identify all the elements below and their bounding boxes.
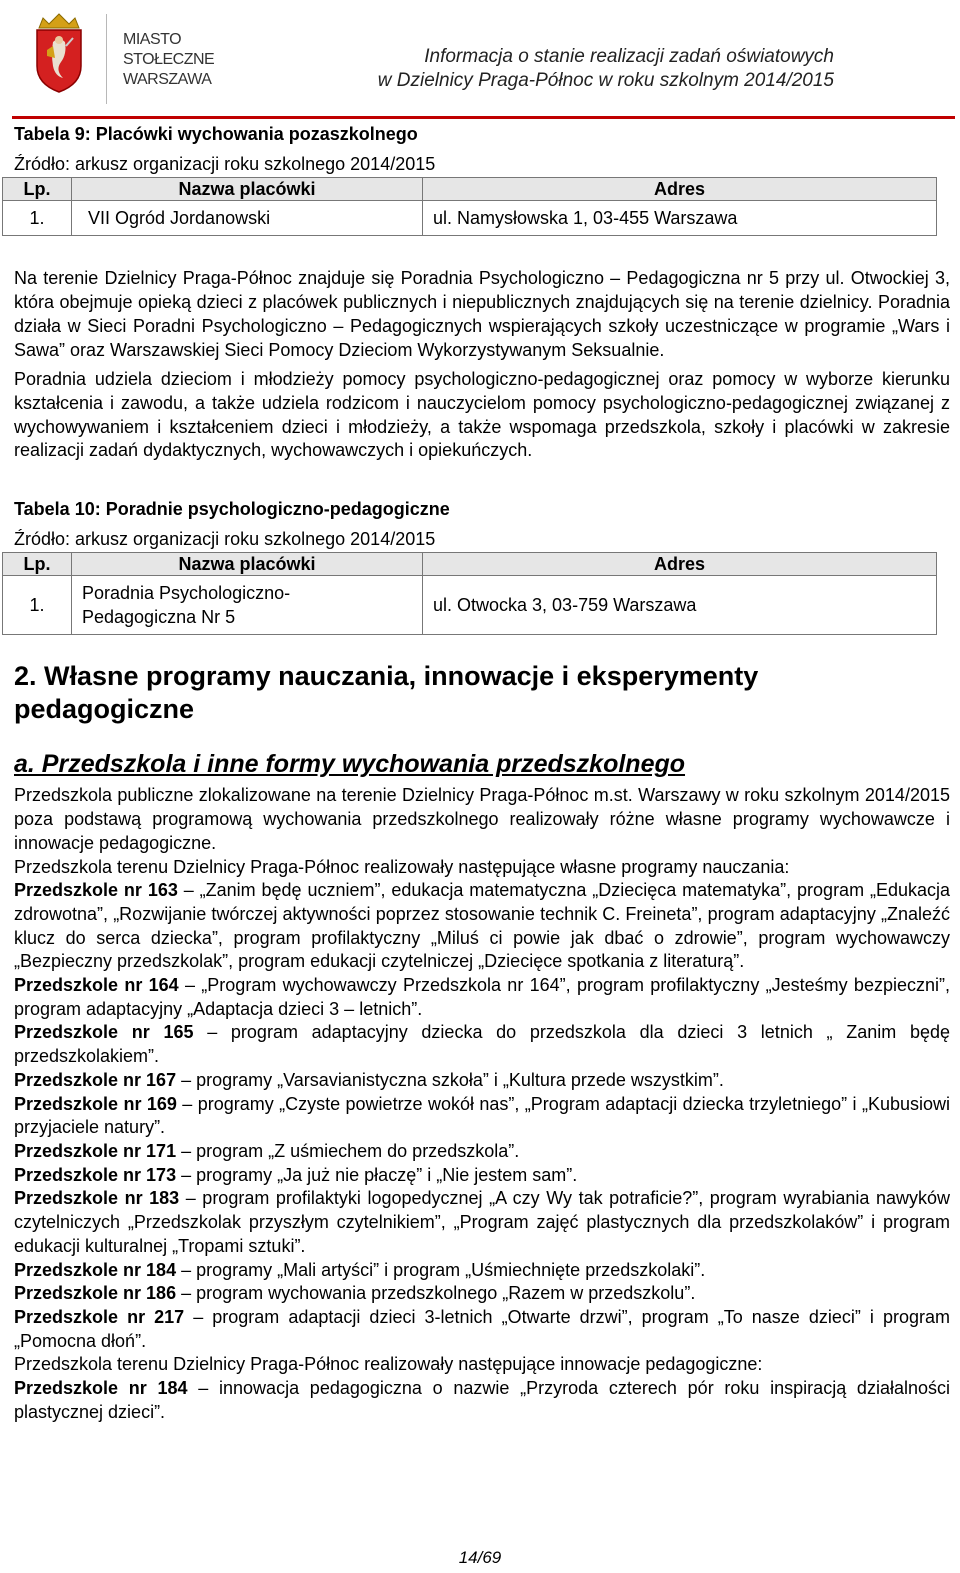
cell-address-text: ul. Otwocka 3, 03-759 Warszawa xyxy=(433,594,697,615)
program-item xyxy=(14,1069,950,1093)
document-title-line: Informacja o stanie realizacji zadań oświatowych xyxy=(424,46,834,67)
program-item xyxy=(14,1140,950,1164)
cell-name-line: Pedagogiczna Nr 5 xyxy=(82,607,236,628)
program-preschool: Przedszkole nr 171 xyxy=(14,1140,177,1161)
program-description: – program adaptacyjny dziecka do przedszkola dla dzieci 3 letnich „ Zanim będę przedszkolakiem”. xyxy=(14,1022,950,1067)
program-item xyxy=(14,1164,950,1188)
table-header-row xyxy=(3,553,937,576)
program-item xyxy=(14,1093,950,1140)
program-description: – „Zanim będę uczniem”, edukacja matematyczna „Dziecięca matematyka”, program „Edukacja zdrowotna”, „Rozwijanie twórczej aktywności poprzez stosowanie technik C. Freineta”, program adaptacyjny „Znaleźć klucz do serca dziecka”, program profilaktyczny „Miluś ci powie jak dbać o zdrowie”, program wychowawczy „Bezpieczny przedszkolak”, program edukacji czytelniczej „Dziecięce spotkania z literaturą”. xyxy=(14,880,950,972)
cell-name xyxy=(72,576,423,635)
program-preschool: Przedszkole nr 164 xyxy=(14,975,179,996)
logo-line: STOŁECZNE xyxy=(123,51,215,68)
cell-address-text: ul. Namysłowska 1, 03-455 Warszawa xyxy=(433,207,738,228)
program-preschool: Przedszkole nr 217 xyxy=(14,1306,185,1327)
innovations-intro: Przedszkola terenu Dzielnicy Praga-Północ realizowały następujące innowacje pedagogiczne: xyxy=(14,1354,763,1375)
program-preschool: Przedszkole nr 163 xyxy=(14,880,178,901)
program-preschool: Przedszkole nr 165 xyxy=(14,1022,194,1043)
table-row xyxy=(3,201,937,236)
program-preschool: Przedszkole nr 169 xyxy=(14,1093,177,1114)
program-preschool: Przedszkole nr 186 xyxy=(14,1283,177,1304)
program-description: – „Program wychowawczy Przedszkola nr 164”, program profilaktyczny „Jesteśmy bezpieczni”, program adaptacyjny „Adaptacja dzieci 3 – letnich”. xyxy=(14,975,950,1019)
column-header-name: Nazwa placówki xyxy=(72,553,423,576)
cell-address xyxy=(423,201,937,236)
program-item xyxy=(14,1282,950,1306)
warsaw-coat-of-arms-icon xyxy=(33,10,85,94)
innovation-item xyxy=(14,1377,950,1424)
program-preschool: Przedszkole nr 183 xyxy=(14,1188,180,1209)
program-description: – programy „Mali artyści” i program „Uśmiechnięte przedszkolaki”. xyxy=(176,1259,706,1280)
document-title xyxy=(378,45,834,93)
program-preschool: Przedszkole nr 184 xyxy=(14,1259,177,1280)
paragraph-poradnia-location: Na terenie Dzielnicy Praga-Północ znajduje się Poradnia Psychologiczno – Pedagogiczna nr 5 przy ul. Otwockiej 3, która obejmuje opieką dzieci z placówek publicznych i niepublicznych znajdujących się na terenie dzielnicy. Poradnia działa w Sieci Poradni Psychologiczno – Pedagogicznych wspierających szkoły uczestniczące w programie „Wars i Sawa” oraz Warszawskiej Sieci Pomocy Dzieciom Wykorzystywanym Seksualnie. xyxy=(14,268,950,360)
page-header xyxy=(0,0,960,122)
program-description: – program wychowania przedszkolnego „Razem w przedszkolu”. xyxy=(176,1283,696,1304)
document-title-line: w Dzielnicy Praga-Północ w roku szkolnym 2014/2015 xyxy=(377,70,834,91)
innovation-preschool: Przedszkole nr 184 xyxy=(14,1378,188,1399)
logo-line: WARSZAWA xyxy=(123,71,212,88)
column-header-lp: Lp. xyxy=(3,553,72,576)
program-item xyxy=(14,1187,950,1258)
table10-source: Źródło: arkusz organizacji roku szkolnego 2014/2015 xyxy=(14,528,436,549)
cell-lp: 1. xyxy=(3,201,72,236)
intro-paragraph: Przedszkola publiczne zlokalizowane na terenie Dzielnicy Praga-Północ m.st. Warszawy w roku szkolnym 2014/2015 poza podstawą programową wychowania przedszkolnego realizowały różne własne programy wychowawcze i innowacje pedagogiczne. xyxy=(14,785,950,853)
table10-caption: Tabela 10: Poradnie psychologiczno-pedagogiczne xyxy=(14,499,450,520)
cell-name-text: VII Ogród Jordanowski xyxy=(88,207,271,228)
cell-name-line: Poradnia Psychologiczno- xyxy=(82,583,291,604)
programs-list xyxy=(14,879,950,1353)
table10 xyxy=(2,552,937,635)
program-item xyxy=(14,1259,950,1283)
program-preschool: Przedszkole nr 173 xyxy=(14,1164,177,1185)
header-rule xyxy=(12,116,955,119)
column-header-lp: Lp. xyxy=(3,178,72,201)
program-description: – program „Z uśmiechem do przedszkola”. xyxy=(176,1140,520,1161)
innovation-description: – innowacja pedagogiczna o nazwie „Przyroda czterech pór roku inspiracją działalności plastycznej dzieci”. xyxy=(14,1378,950,1422)
program-description: – programy „Varsavianistyczna szkoła” i „Kultura przede wszystkim”. xyxy=(176,1069,724,1090)
program-item xyxy=(14,974,950,1021)
program-item xyxy=(14,1306,950,1353)
logo-divider xyxy=(106,14,107,104)
cell-address xyxy=(423,576,937,635)
logo-line: MIASTO xyxy=(123,31,182,48)
column-header-name: Nazwa placówki xyxy=(72,178,423,201)
paragraph-poradnia-services: Poradnia udziela dzieciom i młodzieży pomocy psychologiczno-pedagogicznej oraz pomocy w wyborze kierunku kształcenia i zawodu, a także udziela rodzicom i nauczycielom pomocy psychologiczno-pedagogicznej związanej z wychowywaniem i kształceniem dzieci i młodzieży, a także wspomaga przedszkola, szkoły i placówki w zakresie realizacji zadań dydaktycznych, wychowawczych i opiekuńczych. xyxy=(14,369,950,461)
program-preschool: Przedszkole nr 167 xyxy=(14,1069,177,1090)
page-number: 14/69 xyxy=(458,1548,502,1567)
subsection-heading: a. Przedszkola i inne formy wychowania przedszkolnego xyxy=(14,750,686,779)
page-content xyxy=(14,123,950,1424)
program-description: – programy „Ja już nie płaczę” i „Nie jestem sam”. xyxy=(176,1164,578,1185)
cell-lp: 1. xyxy=(3,576,72,635)
cell-name xyxy=(72,201,423,236)
logo-wordmark xyxy=(123,30,214,90)
program-description: – program profilaktyki logopedycznej „A czy Wy tak potraficie?”, program wyrabiania nawyków czytelniczych „Przedszkolak przyszłym czytelnikiem”, „Program zajęć plastycznych dla przedszkolaków” i program edukacji kulturalnej „Tropami sztuki”. xyxy=(14,1188,950,1256)
column-header-address: Adres xyxy=(423,178,937,201)
table9-source: Źródło: arkusz organizacji roku szkolnego 2014/2015 xyxy=(14,153,436,174)
table9 xyxy=(2,177,937,236)
program-item xyxy=(14,879,950,974)
program-item xyxy=(14,1021,950,1068)
table9-caption: Tabela 9: Placówki wychowania pozaszkolnego xyxy=(14,124,418,144)
program-description: – programy „Czyste powietrze wokół nas”, „Program adaptacji dziecka trzyletniego” i „Kubusiowi przyjaciele natury”. xyxy=(14,1093,950,1138)
section-heading: 2. Własne programy nauczania, innowacje i eksperymenty pedagogiczne xyxy=(14,661,759,725)
column-header-address: Adres xyxy=(423,553,937,576)
program-description: – program adaptacji dzieci 3-letnich „Otwarte drzwi”, program „To nasze dzieci” i program „Pomocna dłoń”. xyxy=(14,1306,950,1351)
programs-intro: Przedszkola terenu Dzielnicy Praga-Północ realizowały następujące własne programy nauczania: xyxy=(14,856,790,877)
table-header-row xyxy=(3,178,937,201)
table-row xyxy=(3,576,937,635)
